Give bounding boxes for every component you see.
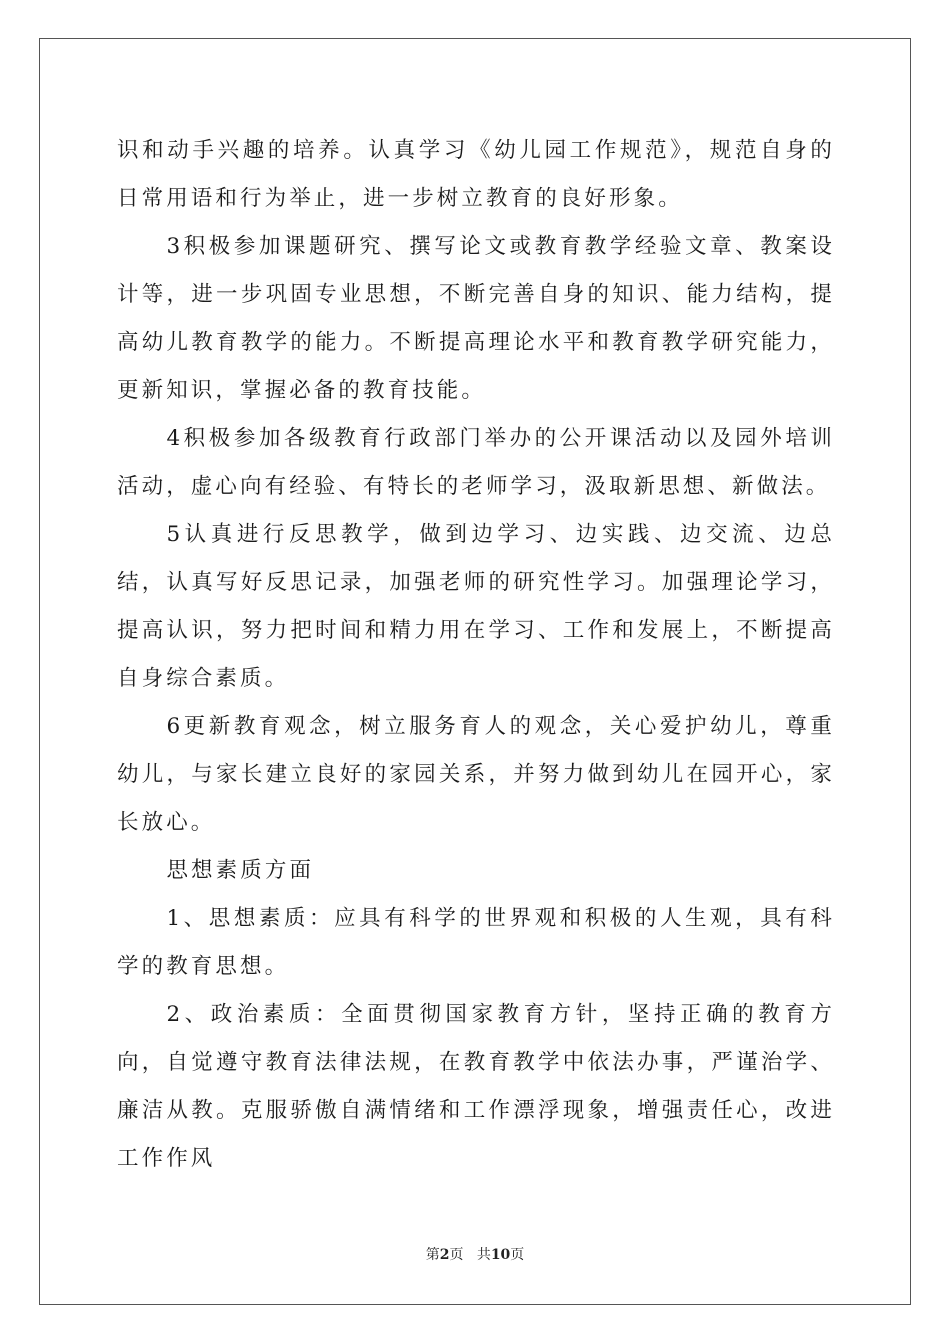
paragraph-4: 5认真进行反思教学，做到边学习、边实践、边交流、边总结，认真写好反思记录，加强老师的研究性学习。加强理论学习，提高认识，努力把时间和精力用在学习、工作和发展上，不断提高自身综合素质。 bbox=[117, 522, 835, 691]
paragraph-6: 1、思想素质：应具有科学的世界观和积极的人生观，具有科学的教育思想。 bbox=[117, 906, 835, 979]
section-heading: 思想素质方面 bbox=[166, 858, 315, 883]
paragraph-2: 3积极参加课题研究、撰写论文或教育教学经验文章、教案设计等，进一步巩固专业思想，不断完善自身的知识、能力结构，提高幼儿教育教学的能力。不断提高理论水平和教育教学研究能力，更新知识，掌握必备的教育技能。 bbox=[117, 234, 835, 403]
footer-page-suffix: 页 bbox=[449, 1247, 464, 1263]
paragraph-5: 6更新教育观念，树立服务育人的观念，关心爱护幼儿，尊重幼儿，与家长建立良好的家园关系，并努力做到幼儿在园开心，家长放心。 bbox=[117, 714, 835, 835]
document-body bbox=[117, 127, 835, 1183]
footer-prefix: 第 bbox=[425, 1247, 440, 1263]
page-footer bbox=[0, 1244, 950, 1264]
paragraph-1: 识和动手兴趣的培养。认真学习《幼儿园工作规范》，规范自身的日常用语和行为举止，进一步树立教育的良好形象。 bbox=[117, 138, 835, 211]
footer-total-prefix: 共 bbox=[476, 1247, 491, 1263]
footer-total-suffix: 页 bbox=[510, 1247, 525, 1263]
paragraph-3: 4积极参加各级教育行政部门举办的公开课活动以及园外培训活动，虚心向有经验、有特长的老师学习，汲取新思想、新做法。 bbox=[117, 426, 835, 499]
paragraph-7: 2、政治素质：全面贯彻国家教育方针，坚持正确的教育方向，自觉遵守教育法律法规，在教育教学中依法办事，严谨治学、廉洁从教。克服骄傲自满情绪和工作漂浮现象，增强责任心，改进工作作风 bbox=[117, 1002, 835, 1171]
footer-total-pages: 10 bbox=[490, 1247, 511, 1263]
footer-page-number: 2 bbox=[439, 1247, 450, 1263]
